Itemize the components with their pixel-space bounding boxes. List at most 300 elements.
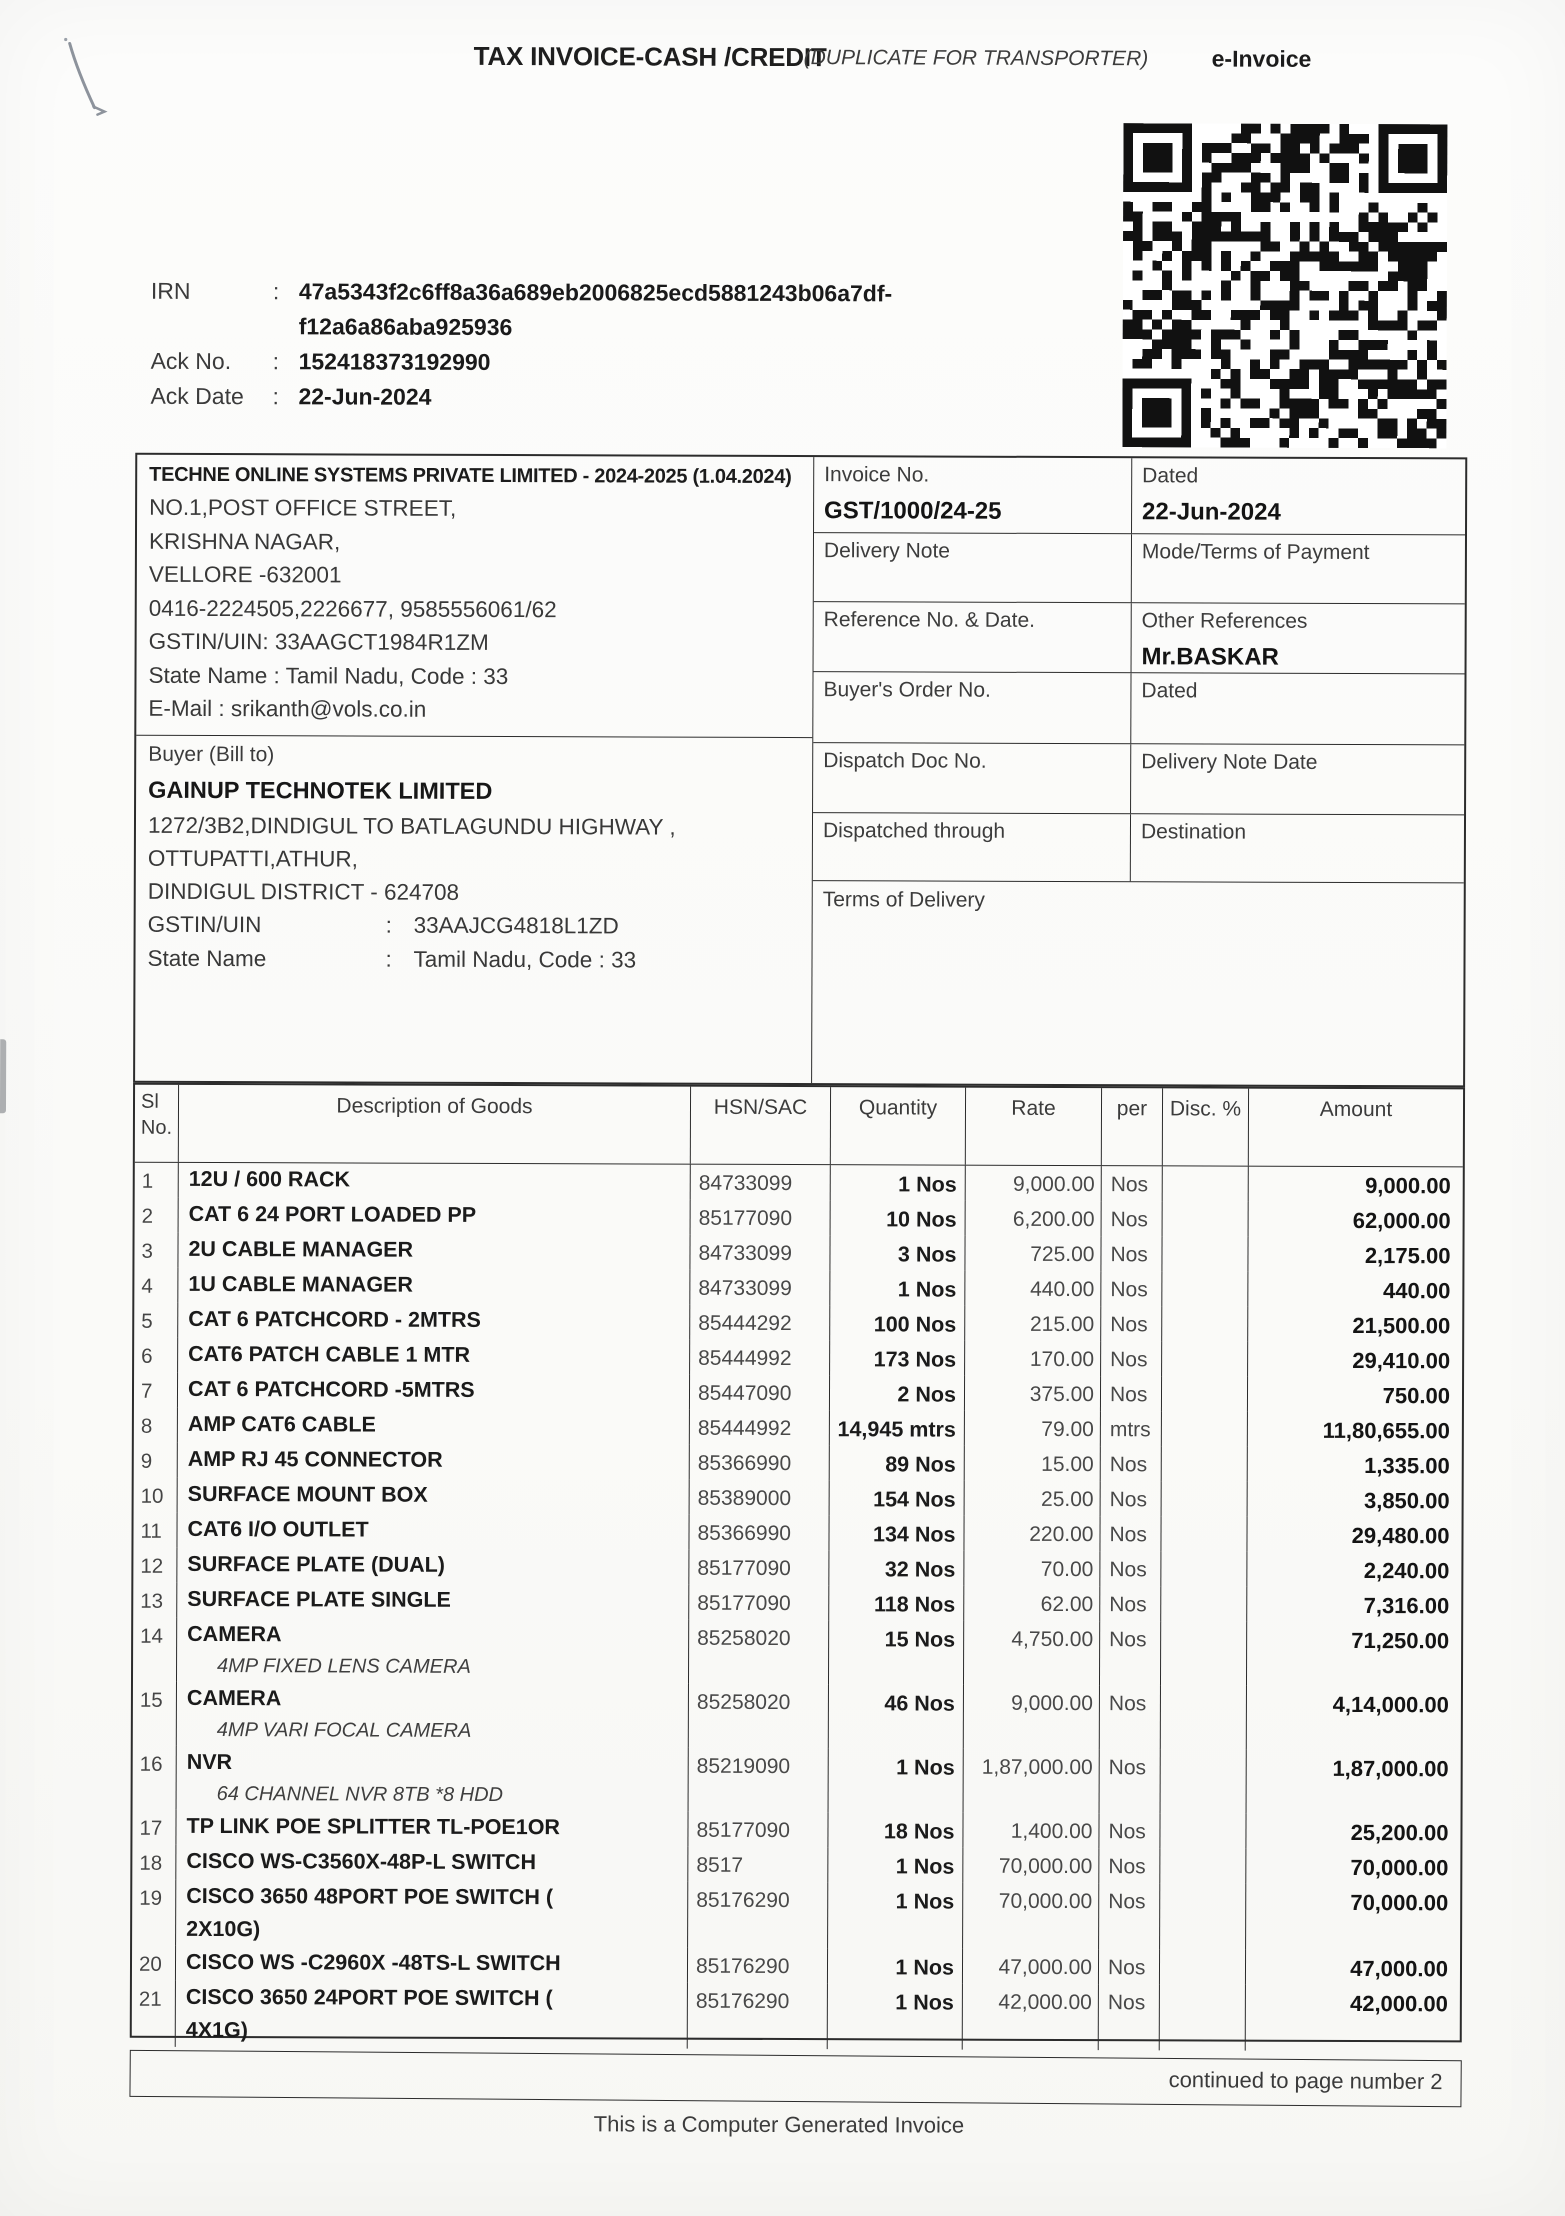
item-description [178,1233,690,1270]
item-per: Nos [1099,1883,1160,1949]
header-rate: Rate [966,1088,1102,1165]
item-quantity: 15 Nos [829,1620,964,1684]
seller-address-line: KRISHNA NAGAR, [148,528,341,554]
item-sub-description: 4MP VARI FOCAL CAMERA [216,1719,472,1742]
dated-cell [1132,458,1465,534]
buyer-gstin-value: 33AAJCG4818L1ZD [413,912,619,939]
invoice-no-cell [814,457,1132,533]
item-sub-description: 64 CHANNEL NVR 8TB *8 HDD [216,1783,504,1807]
item-hsn: 85177090 [691,1200,831,1235]
scan-edge-mark [0,1039,6,1113]
item-quantity: 18 Nos [828,1812,963,1847]
item-description [177,1583,689,1620]
ack-date-value: 22-Jun-2024 [298,383,432,410]
item-sl-no: 15 [133,1682,177,1746]
item-description [178,1303,690,1340]
other-references-label: Other References [1141,609,1308,633]
item-discount [1161,1586,1247,1621]
order-dated-label: Dated [1141,679,1198,703]
item-discount [1162,1446,1248,1481]
item-sl-no: 8 [134,1408,178,1443]
item-row [132,1880,1460,1951]
item-quantity: 100 Nos [830,1305,965,1340]
item-name: CAT 6 PATCHCORD -5MTRS [187,1376,475,1402]
item-amount: 11,80,655.00 [1322,1417,1450,1444]
seller-gstin-line: GSTIN/UIN: 33AAGCT1984R1ZM [148,628,489,655]
seller-email-line: E-Mail : srikanth@vols.co.in [148,695,427,722]
item-description [179,1163,691,1200]
buyers-order-label: Buyer's Order No. [823,678,991,702]
item-description [176,1981,688,2049]
ack-no-label: Ack No. [150,347,232,375]
item-per: Nos [1101,1376,1162,1411]
item-amount: 71,250.00 [1351,1627,1450,1654]
item-per: Nos [1100,1685,1161,1749]
item-description [177,1618,689,1684]
item-hsn: 85177090 [688,1812,828,1847]
item-amount: 7,316.00 [1363,1593,1450,1619]
item-rate: 70,000.00 [963,1848,1099,1883]
item-row [134,1303,1462,1343]
item-discount [1161,1621,1247,1685]
item-hsn: 85177090 [689,1550,829,1585]
ack-no-row [151,344,879,382]
item-name: CISCO 3650 48PORT POE SWITCH ( [186,1883,554,1910]
meta-row [813,743,1464,815]
item-per: Nos [1099,1984,1160,2050]
seller-details [136,455,813,738]
item-sl-no: 1 [135,1163,179,1198]
item-name-wrap: 4X1G) [185,2017,248,2043]
item-row [133,1746,1461,1815]
item-row [134,1408,1462,1448]
items-table-body [132,1163,1463,2052]
dated-value: 22-Jun-2024 [1142,498,1281,526]
item-name: CISCO WS-C3560X-48P-L SWITCH [186,1848,537,1875]
item-rate: 6,200.00 [966,1201,1102,1236]
item-hsn: 85176290 [688,1983,828,2049]
ack-date-row [150,379,878,417]
order-dated-cell [1131,673,1464,744]
item-per: Nos [1100,1551,1161,1586]
item-per: Nos [1101,1271,1162,1306]
item-row [133,1583,1461,1623]
item-hsn: 85176290 [688,1948,828,1983]
item-row [133,1618,1461,1687]
item-hsn: 84733099 [691,1165,831,1200]
item-discount [1160,1984,1246,2050]
item-row [132,1981,1460,2052]
item-description [179,1198,691,1235]
delivery-note-cell [814,533,1132,602]
buyer-name: GAINUP TECHNOTEK LIMITED [148,776,493,804]
meta-row [814,457,1465,535]
item-discount [1162,1236,1248,1271]
item-name: AMP CAT6 CABLE [187,1411,376,1437]
colon: : [385,912,392,938]
item-sub-description: 4MP FIXED LENS CAMERA [217,1655,471,1678]
seller-address-line: VELLORE -632001 [148,561,342,588]
item-name: CAT 6 24 PORT LOADED PP [188,1201,477,1227]
delivery-note-date-label: Delivery Note Date [1141,750,1318,774]
item-name: CISCO 3650 24PORT POE SWITCH ( [185,1984,553,2011]
buyer-state-value: Tamil Nadu, Code : 33 [413,946,637,973]
item-hsn: 85444292 [690,1305,830,1340]
item-hsn: 85444992 [690,1410,830,1445]
item-discount [1161,1551,1247,1586]
item-name: 12U / 600 RACK [188,1166,351,1192]
item-hsn: 85447090 [690,1375,830,1410]
item-rate: 47,000.00 [963,1949,1099,1984]
einvoice-label: e-Invoice [1211,45,1312,72]
item-row [135,1163,1463,1203]
item-description [178,1478,690,1515]
buyer-gstin-label: GSTIN/UIN [147,911,262,938]
item-row [134,1338,1462,1378]
item-hsn: 85389000 [690,1480,830,1515]
item-name: CAT6 I/O OUTLET [187,1516,369,1542]
document-title: TAX INVOICE-CASH /CREDIT [473,40,827,73]
header-discount: Disc. % [1163,1088,1249,1165]
item-amount: 70,000.00 [1350,1854,1449,1881]
buyer-section-label: Buyer (Bill to) [148,742,275,767]
item-rate: 375.00 [965,1376,1101,1411]
item-description [177,1746,689,1812]
item-description [176,1946,688,1983]
item-name: SURFACE PLATE (DUAL) [187,1551,446,1577]
item-per: Nos [1101,1481,1162,1516]
item-rate: 1,400.00 [963,1813,1099,1848]
item-discount [1163,1166,1249,1201]
item-quantity: 32 Nos [829,1550,964,1585]
item-row [132,1810,1460,1850]
item-amount: 3,850.00 [1363,1488,1450,1514]
header-description: Description of Goods [179,1085,691,1164]
ack-date-label: Ack Date [150,382,244,410]
item-quantity: 118 Nos [829,1585,964,1620]
irn-value-line2: f12a6a86aba925936 [298,313,513,341]
irn-label: IRN [150,277,191,304]
item-discount [1160,1848,1246,1883]
item-sl-no: 5 [134,1303,178,1338]
computer-generated-note: This is a Computer Generated Invoice [593,2111,965,2138]
item-rate: 70.00 [964,1551,1100,1586]
item-row [134,1233,1462,1273]
item-amount: 2,175.00 [1364,1243,1451,1269]
item-amount: 21,500.00 [1352,1312,1451,1339]
item-sl-no: 9 [134,1443,178,1478]
item-discount [1161,1516,1247,1551]
buyer-address-line: OTTUPATTI,ATHUR, [147,845,358,872]
meta-row [813,813,1464,883]
item-per: Nos [1100,1749,1161,1813]
item-rate: 42,000.00 [963,1984,1099,2050]
ack-no-value: 152418373192990 [298,348,491,375]
item-discount [1161,1749,1247,1813]
item-amount: 29,480.00 [1351,1522,1450,1549]
item-row [132,1845,1460,1885]
item-name-wrap: 2X10G) [186,1916,261,1942]
item-name: CAMERA [187,1621,282,1647]
item-row [135,1198,1463,1238]
item-sl-no: 11 [133,1513,177,1548]
item-amount: 62,000.00 [1352,1207,1451,1234]
item-rate: 725.00 [965,1236,1101,1271]
item-per: Nos [1099,1813,1160,1848]
items-table [130,1083,1465,2043]
item-quantity: 173 Nos [830,1340,965,1375]
item-discount [1162,1411,1248,1446]
delivery-note-date-cell [1131,744,1464,814]
seller-state-line: State Name : Tamil Nadu, Code : 33 [148,662,509,689]
irn-value-line1: 47a5343f2c6ff8a36a689eb2006825ecd5881243b06a7df- [298,278,893,307]
item-per: Nos [1101,1306,1162,1341]
item-name: CAMERA [186,1685,282,1711]
item-quantity: 46 Nos [829,1684,964,1748]
item-discount [1162,1341,1248,1376]
item-rate: 215.00 [965,1306,1101,1341]
header-amount: Amount [1319,1097,1393,1122]
colon: : [385,946,392,972]
meta-row [814,602,1465,674]
item-sl-no: 12 [133,1548,177,1583]
item-discount [1160,1813,1246,1848]
item-description [178,1373,690,1410]
item-per: mtrs [1101,1411,1162,1446]
irn-value [298,274,893,346]
header-sl-line2: No. [140,1116,173,1139]
item-row [133,1513,1461,1553]
item-name: CAT6 PATCH CABLE 1 MTR [188,1341,471,1367]
item-amount: 42,000.00 [1349,1990,1448,2017]
item-discount [1161,1685,1247,1749]
payment-terms-label: Mode/Terms of Payment [1141,540,1370,565]
item-row [134,1268,1462,1308]
item-per: Nos [1100,1621,1161,1685]
terms-of-delivery-label: Terms of Delivery [822,888,985,912]
item-quantity: 1 Nos [829,1748,964,1812]
item-rate: 440.00 [965,1271,1101,1306]
item-rate: 1,87,000.00 [964,1749,1100,1813]
invoice-no-value: GST/1000/24-25 [824,497,1002,525]
item-description [178,1338,690,1375]
item-sl-no: 2 [135,1198,179,1233]
item-per: Nos [1101,1236,1162,1271]
invoice-meta-panel [812,457,1465,1085]
dispatched-through-label: Dispatched through [822,819,1006,843]
item-rate: 9,000.00 [964,1685,1100,1749]
item-sl-no: 18 [132,1845,176,1880]
item-amount: 750.00 [1382,1383,1451,1409]
item-sl-no: 4 [134,1268,178,1303]
item-rate: 25.00 [965,1481,1101,1516]
item-sl-no: 6 [134,1338,178,1373]
item-amount: 29,410.00 [1352,1347,1451,1374]
item-description [177,1513,689,1550]
buyer-state-label: State Name [147,945,267,972]
other-references-value: Mr.BASKAR [1141,643,1279,671]
payment-terms-cell [1132,534,1465,603]
item-quantity: 89 Nos [830,1445,965,1480]
item-description [176,1810,688,1847]
item-amount: 440.00 [1383,1278,1451,1304]
reference-label: Reference No. & Date. [823,608,1036,632]
item-row [132,1946,1460,1986]
terms-of-delivery-cell [812,881,1464,1085]
item-rate: 79.00 [965,1411,1101,1446]
item-discount [1162,1271,1248,1306]
item-per: Nos [1101,1341,1162,1376]
item-quantity: 1 Nos [830,1270,965,1305]
irn-block [150,274,893,417]
item-per: Nos [1101,1446,1162,1481]
item-hsn: 85258020 [689,1620,829,1684]
item-description [177,1682,689,1748]
header-hsn-sac: HSN/SAC [691,1087,831,1164]
item-quantity: 3 Nos [830,1235,965,1270]
item-row [133,1548,1461,1588]
item-hsn: 85366990 [690,1445,830,1480]
item-discount [1162,1376,1248,1411]
buyers-order-cell [813,672,1131,743]
item-sl-no: 13 [133,1583,177,1618]
item-name: CISCO WS -C2960X -48TS-L SWITCH [185,1949,561,1976]
destination-label: Destination [1140,820,1247,844]
item-row [133,1682,1461,1751]
header-sl-no [135,1085,179,1162]
item-hsn: 84733099 [690,1270,830,1305]
other-references-cell [1132,603,1465,673]
item-quantity: 134 Nos [829,1515,964,1550]
item-hsn: 8517 [688,1847,828,1882]
item-name: CAT 6 PATCHCORD - 2MTRS [188,1306,481,1332]
dispatch-doc-label: Dispatch Doc No. [823,749,987,773]
item-quantity: 1 Nos [828,1948,963,1983]
item-rate: 62.00 [964,1586,1100,1621]
item-hsn: 85219090 [689,1748,829,1812]
buyer-details [135,736,812,1083]
destination-cell [1131,814,1464,882]
item-rate: 170.00 [965,1341,1101,1376]
dispatch-doc-cell [813,743,1131,813]
document-subtitle: (DUPLICATE FOR TRANSPORTER) [803,46,1149,71]
item-per: Nos [1099,1848,1160,1883]
item-rate: 220.00 [964,1516,1100,1551]
item-description [176,1880,688,1948]
seller-address-line: NO.1,POST OFFICE STREET, [149,494,457,521]
item-hsn: 84733099 [690,1235,830,1270]
item-discount [1163,1201,1249,1236]
buyer-address-line: 1272/3B2,DINDIGUL TO BATLAGUNDU HIGHWAY , [147,812,676,840]
item-hsn: 85444992 [690,1340,830,1375]
item-hsn: 85366990 [689,1515,829,1550]
item-rate: 9,000.00 [966,1166,1102,1201]
buyer-gstin-row [148,908,804,944]
colon: : [272,278,280,305]
item-per: Nos [1102,1201,1163,1236]
item-rate: 15.00 [965,1446,1101,1481]
item-sl-no: 16 [133,1746,177,1810]
item-quantity: 1 Nos [831,1165,966,1200]
header-per: per [1102,1088,1163,1165]
item-quantity: 1 Nos [828,1983,963,2049]
item-description [178,1408,690,1445]
item-sl-no: 21 [132,1981,176,2047]
invoice-info-grid [133,453,1467,1088]
item-sl-no: 10 [134,1478,178,1513]
meta-row [813,672,1464,745]
seller-name: TECHNE ONLINE SYSTEMS PRIVATE LIMITED - 2024-2025 (1.04.2024) [149,463,792,489]
item-quantity: 10 Nos [831,1200,966,1235]
item-name: AMP RJ 45 CONNECTOR [187,1446,443,1472]
item-amount: 70,000.00 [1350,1889,1449,1916]
item-rate: 70,000.00 [963,1883,1099,1949]
colon: : [272,383,279,410]
item-name: 2U CABLE MANAGER [188,1236,414,1262]
item-amount: 4,14,000.00 [1332,1691,1449,1718]
item-quantity: 14,945 mtrs [830,1410,965,1445]
item-rate: 4,750.00 [964,1621,1100,1685]
seller-phone-line: 0416-2224505,2226677, 9585556061/62 [148,595,557,622]
item-name: SURFACE MOUNT BOX [187,1481,428,1507]
colon: : [272,348,280,375]
item-row [134,1478,1462,1518]
meta-row [814,533,1465,604]
item-discount [1160,1949,1246,1984]
item-per: Nos [1102,1166,1163,1201]
buyer-state-row [147,942,803,978]
item-amount: 1,87,000.00 [1332,1755,1449,1782]
item-description [176,1845,688,1882]
item-name: TP LINK POE SPLITTER TL-POE1OR [186,1813,561,1840]
parties-panel [135,455,814,1083]
item-name: NVR [186,1749,233,1775]
item-discount [1162,1306,1248,1341]
item-quantity: 154 Nos [830,1480,965,1515]
item-quantity: 1 Nos [828,1882,963,1948]
item-sl-no: 14 [133,1618,177,1682]
header-quantity: Quantity [831,1087,966,1164]
pen-stroke-mark [53,27,133,142]
header-sl-line1: Sl [140,1090,159,1113]
item-amount: 9,000.00 [1365,1173,1451,1199]
item-sl-no: 3 [134,1233,178,1268]
item-discount [1160,1883,1246,1949]
item-amount: 1,335.00 [1364,1453,1450,1479]
item-discount [1162,1481,1248,1516]
item-hsn: 85258020 [689,1684,829,1748]
item-sl-no: 7 [134,1373,178,1408]
item-quantity: 2 Nos [830,1375,965,1410]
item-amount: 2,240.00 [1363,1558,1450,1584]
item-per: Nos [1100,1516,1161,1551]
dated-label: Dated [1142,464,1199,488]
item-per: Nos [1100,1586,1161,1621]
invoice-no-label: Invoice No. [824,463,930,487]
delivery-note-label: Delivery Note [823,539,951,563]
einvoice-qr-code-icon [1122,123,1447,448]
item-row [134,1373,1462,1413]
item-quantity: 1 Nos [828,1847,963,1882]
dispatched-through-cell [813,813,1131,881]
item-description [178,1443,690,1480]
buyer-address-line: DINDIGUL DISTRICT - 624708 [147,878,460,905]
item-name: 1U CABLE MANAGER [188,1271,414,1297]
continued-note: continued to page number 2 [129,2050,1461,2107]
item-amount: 47,000.00 [1350,1955,1449,1982]
item-hsn: 85177090 [689,1585,829,1620]
item-hsn: 85176290 [688,1882,828,1948]
